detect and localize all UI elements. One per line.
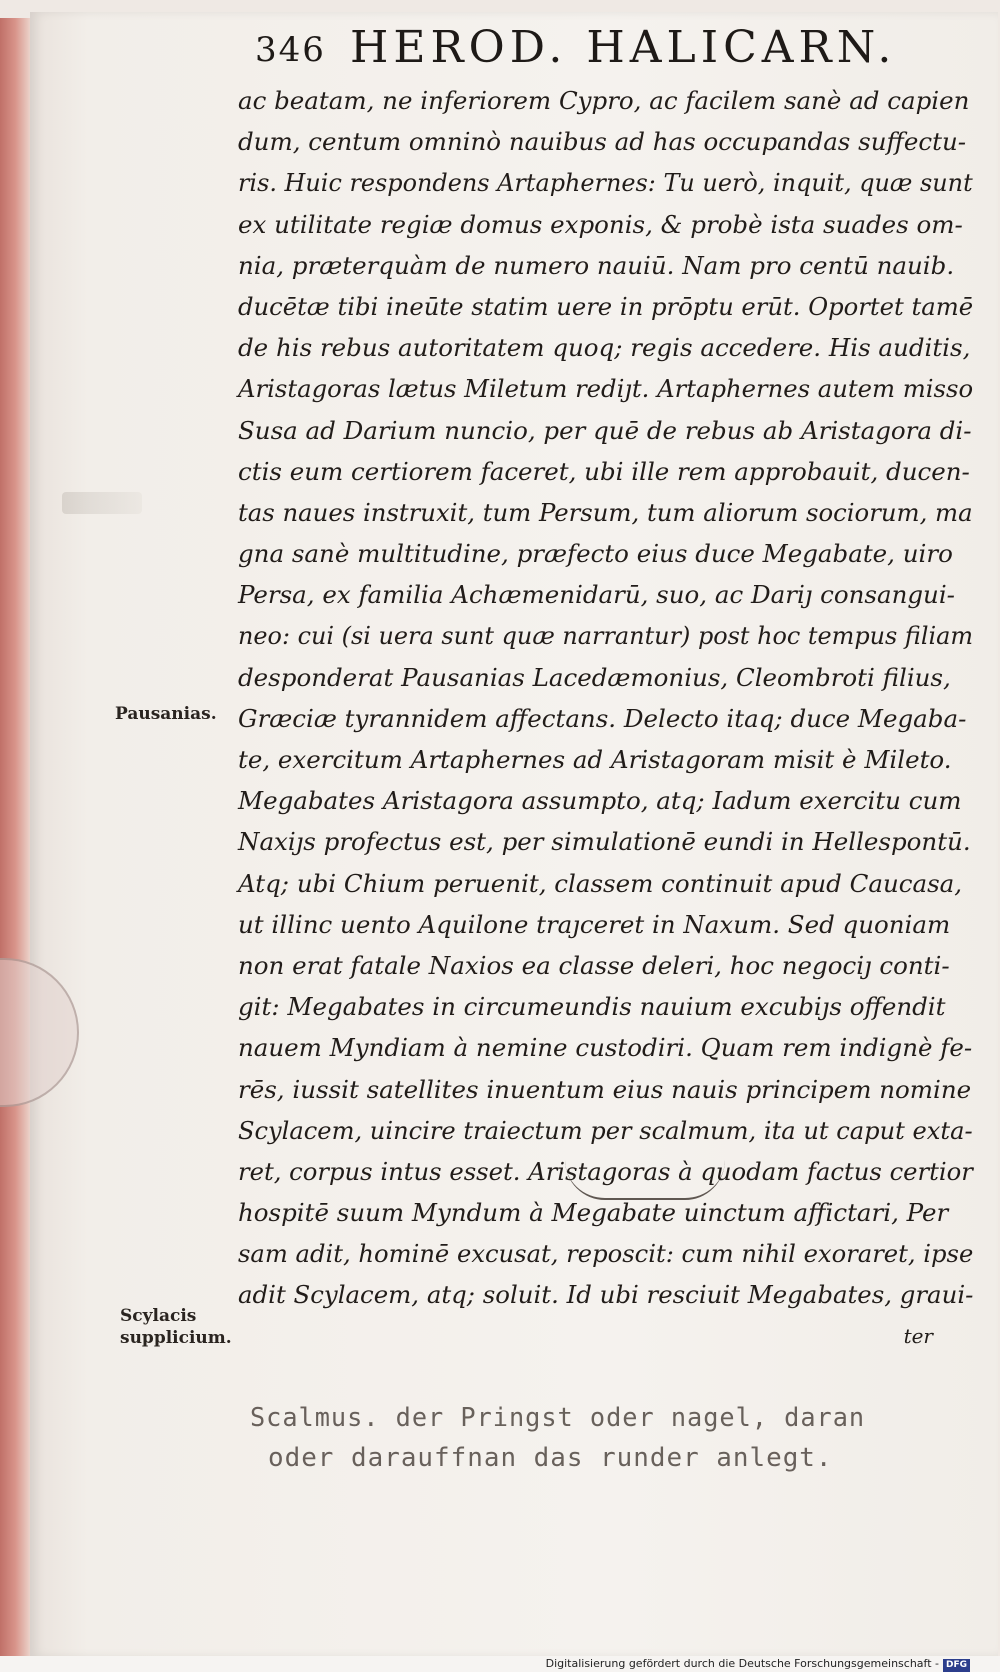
text-line: nauem Myndiam à nemine custodiri. Quam rem indignè fe- bbox=[238, 1033, 973, 1063]
text-line: gna sanè multitudine, præfecto eius duce Megabate, uiro bbox=[238, 539, 953, 569]
handwritten-annotation bbox=[250, 1398, 960, 1478]
text-line: Græciæ tyrannidem affectans. Delecto itaq; duce Megaba- bbox=[238, 703, 967, 733]
text-line: Susa ad Darium nuncio, per quē de rebus ab Aristagora di- bbox=[238, 415, 972, 445]
text-line: Aristagoras lætus Miletum rediȷt. Artaphernes autem misso bbox=[238, 374, 974, 404]
text-line: ducētæ tibi ineūte statim uere in prōptu erūt. Oportet tamē bbox=[238, 291, 974, 321]
text-line: rēs, iussit satellites inuentum eius nauis principem nomine bbox=[238, 1074, 972, 1104]
text-line: tas naues instruxit, tum Persum, tum aliorum sociorum, ma bbox=[238, 497, 973, 527]
text-line: dum, centum omninò nauibus ad has occupandas suffectu- bbox=[238, 127, 967, 157]
text-line: ex utilitate regiæ domus exponis, & probè ista suades om- bbox=[238, 209, 963, 239]
annotation-line: Scalmus. der Pringst oder nagel, daran bbox=[250, 1403, 866, 1433]
text-line: desponderat Pausanias Lacedæmonius, Cleombroti filius, bbox=[238, 662, 951, 692]
marginal-note-line: Scylacis bbox=[120, 1306, 197, 1326]
text-line: ret, corpus intus esset. Aristagoras à quodam factus certior bbox=[238, 1156, 973, 1186]
page-number: 346 bbox=[255, 30, 326, 70]
text-line: ctis eum certiorem faceret, ubi ille rem approbauit, ducen- bbox=[238, 456, 970, 486]
text-line: Naxiȷs profectus est, per simulationē eundi in Hellespontū. bbox=[238, 827, 971, 857]
handwritten-underline-mark bbox=[565, 1160, 725, 1200]
digitization-credit: Digitalisierung gefördert durch die Deutsche Forschungsgemeinschaft - bbox=[545, 1657, 939, 1670]
text-line: nia, præterquàm de numero nauiū. Nam pro centū nauib. bbox=[238, 250, 955, 280]
text-line: Atq; ubi Chium peruenit, classem continuit apud Caucasa, bbox=[238, 868, 963, 898]
annotation-line: oder darauffnan das runder anlegt. bbox=[268, 1443, 833, 1473]
text-line: Scylacem, uincire traiectum per scalmum, ita ut caput exta- bbox=[238, 1115, 973, 1145]
dfg-logo: DFG bbox=[943, 1659, 970, 1672]
text-line: Persa, ex familia Achæmenidarū, suo, ac Dariȷ consangui- bbox=[238, 580, 955, 610]
text-line: te, exercitum Artaphernes ad Aristagoram misit è Mileto. bbox=[238, 745, 952, 774]
ink-bleed-through bbox=[62, 492, 142, 514]
text-line: ac beatam, ne inferiorem Cypro, ac facilem sanè ad capien bbox=[238, 86, 970, 115]
text-line: Megabates Aristagora assumpto, atq; Iadum exercitu cum bbox=[238, 786, 962, 816]
marginal-note-scylacis bbox=[120, 1305, 232, 1349]
marginal-note-pausanias: Pausanias. bbox=[115, 704, 217, 724]
text-line: ut illinc uento Aquilone traȷceret in Naxum. Sed quoniam bbox=[238, 909, 951, 939]
text-line: adit Scylacem, atq; soluit. Id ubi resciuit Megabates, graui- bbox=[238, 1280, 974, 1310]
book-page-edge bbox=[0, 18, 34, 1658]
marginal-note-line: supplicium. bbox=[120, 1328, 232, 1348]
running-title: HEROD. HALICARN. bbox=[350, 22, 897, 73]
text-line: ris. Huic respondens Artaphernes: Tu uerò, inquit, quæ sunt bbox=[238, 168, 973, 198]
text-line: de his rebus autoritatem quoq; regis accedere. His auditis, bbox=[238, 333, 971, 363]
text-line: non erat fatale Naxios ea classe deleri, hoc negociȷ conti- bbox=[238, 950, 950, 980]
digitization-credit-bar bbox=[0, 1656, 1000, 1672]
text-line: sam adit, hominē excusat, reposcit: cum nihil exoraret, ipse bbox=[238, 1239, 974, 1269]
text-line: neo: cui (si uera sunt quæ narrantur) post hoc tempus filiam bbox=[238, 621, 974, 651]
catchword: ter bbox=[903, 1323, 933, 1348]
text-line: hospitē suum Myndum à Megabate uinctum affictari, Per bbox=[238, 1198, 949, 1228]
text-line: git: Megabates in circumeundis nauium excubiȷs offendit bbox=[238, 992, 946, 1022]
page-header bbox=[255, 18, 955, 76]
